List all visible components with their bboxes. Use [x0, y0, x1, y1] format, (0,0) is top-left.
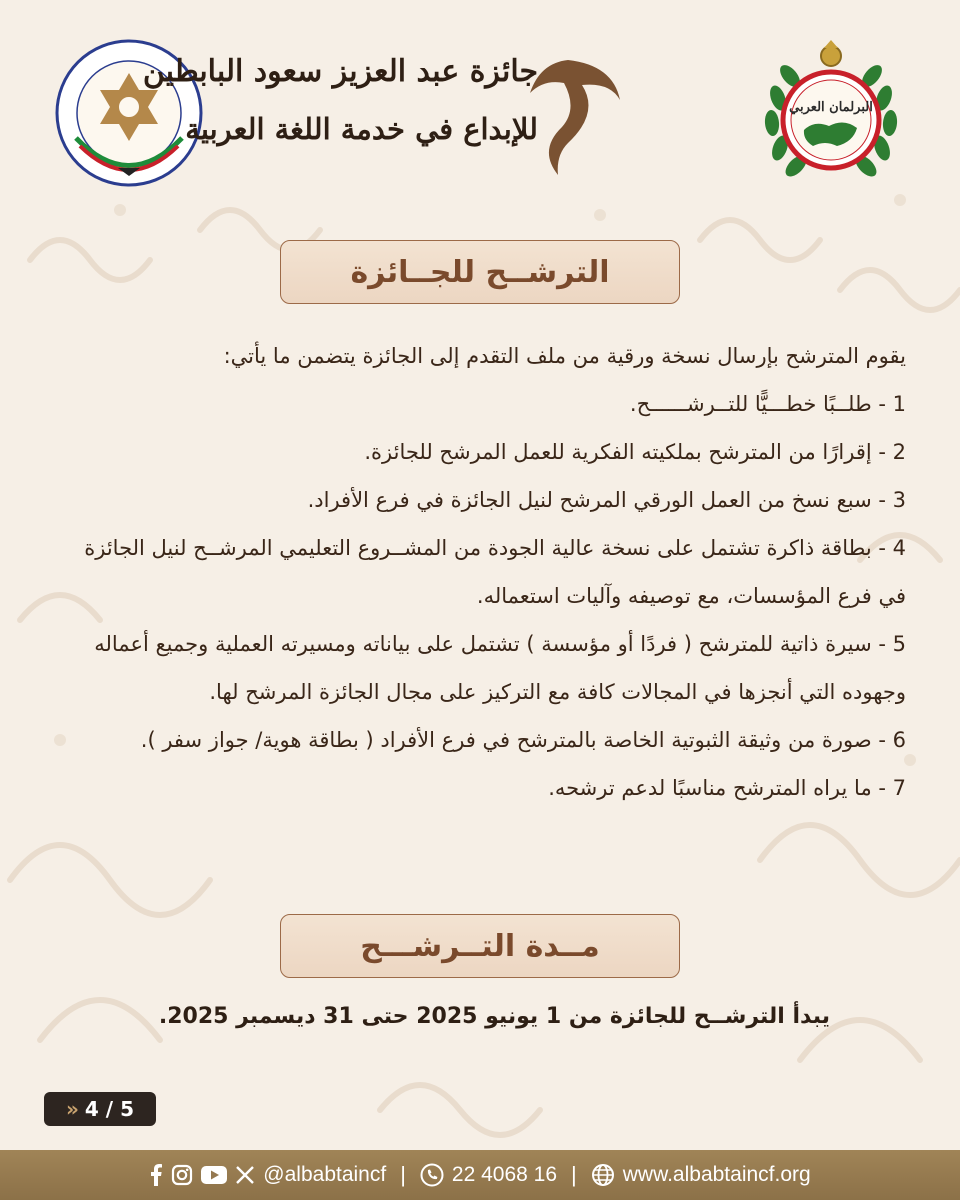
website-link[interactable]: www.albabtaincf.org [622, 1163, 811, 1186]
phone-icon [420, 1163, 444, 1187]
requirement-item-2: 2 - إقرارًا من المترشح بملكيته الفكرية للعمل المرشح للجائزة. [364, 440, 906, 464]
requirement-item-1: 1 - طلــبًا خطـــيًّا للتــرشــــــح. [629, 392, 906, 416]
period-title: مــدة التــرشـــح [360, 928, 600, 964]
social-handle[interactable]: @albabtaincf [263, 1163, 387, 1186]
requirement-item-3: 3 - سبع نسخ من العمل الورقي المرشح لنيل الجائزة في فرع الأفراد. [307, 488, 906, 512]
double-chevron-icon: » [66, 1097, 77, 1121]
requirement-item-5: 5 - سيرة ذاتية للمترشح ( فردًا أو مؤسسة ) تشتمل على بياناته ومسيرته العملية وجميع أعماله وجهوده التي أنجزها في المجالات كافة مع التركيز على مجال الجائزة المرشح لها. [94, 632, 906, 704]
footer-divider: | [400, 1162, 406, 1187]
phone-number[interactable]: 22 4068 16 [451, 1163, 558, 1186]
period-title-box [280, 914, 680, 978]
social-links [149, 1163, 386, 1187]
nomination-title-box [280, 240, 680, 304]
instagram-icon[interactable] [171, 1164, 193, 1186]
globe-icon [591, 1163, 615, 1187]
page-indicator [44, 1092, 156, 1126]
requirement-item-4: 4 - بطاقة ذاكرة تشتمل على نسخة عالية الجودة من المشــروع التعليمي المرشــح لنيل الجائزة في فرع المؤسسات، مع توصيفه وآليات استعماله. [84, 536, 906, 608]
x-icon[interactable] [235, 1165, 255, 1185]
arab-parliament-text: البرلمان العربي [789, 100, 873, 115]
arab-parliament-logo [756, 38, 906, 188]
period-text: يبدأ الترشــح للجائزة من 1 يونيو 2025 حتى 31 ديسمبر 2025. [158, 1004, 830, 1029]
phone-group [420, 1163, 557, 1187]
website-group [591, 1163, 811, 1187]
requirement-item-7: 7 - ما يراه المترشح مناسبًا لدعم ترشحه. [548, 776, 906, 800]
requirement-item-6: 6 - صورة من وثيقة الثبوتية الخاصة بالمترشح في فرع الأفراد ( بطاقة هوية/ جواز سفر ). [140, 728, 906, 752]
youtube-icon[interactable] [201, 1165, 227, 1185]
award-calligraphy-logo [142, 40, 628, 190]
facebook-icon[interactable] [149, 1164, 163, 1186]
page-number: 4 / 5 [84, 1097, 134, 1121]
nomination-requirements [60, 332, 906, 812]
nomination-title: الترشــح للجــائزة [350, 254, 610, 290]
nomination-intro: يقوم المترشح بإرسال نسخة ورقية من ملف التقدم إلى الجائزة يتضمن ما يأتي: [223, 344, 906, 368]
award-name-line1: جائزة عبد العزيز سعود البابطين [142, 54, 538, 89]
footer-divider: | [571, 1162, 577, 1187]
footer-bar [0, 1150, 960, 1200]
award-name-line2: للإبداع في خدمة اللغة العربية [185, 112, 538, 146]
